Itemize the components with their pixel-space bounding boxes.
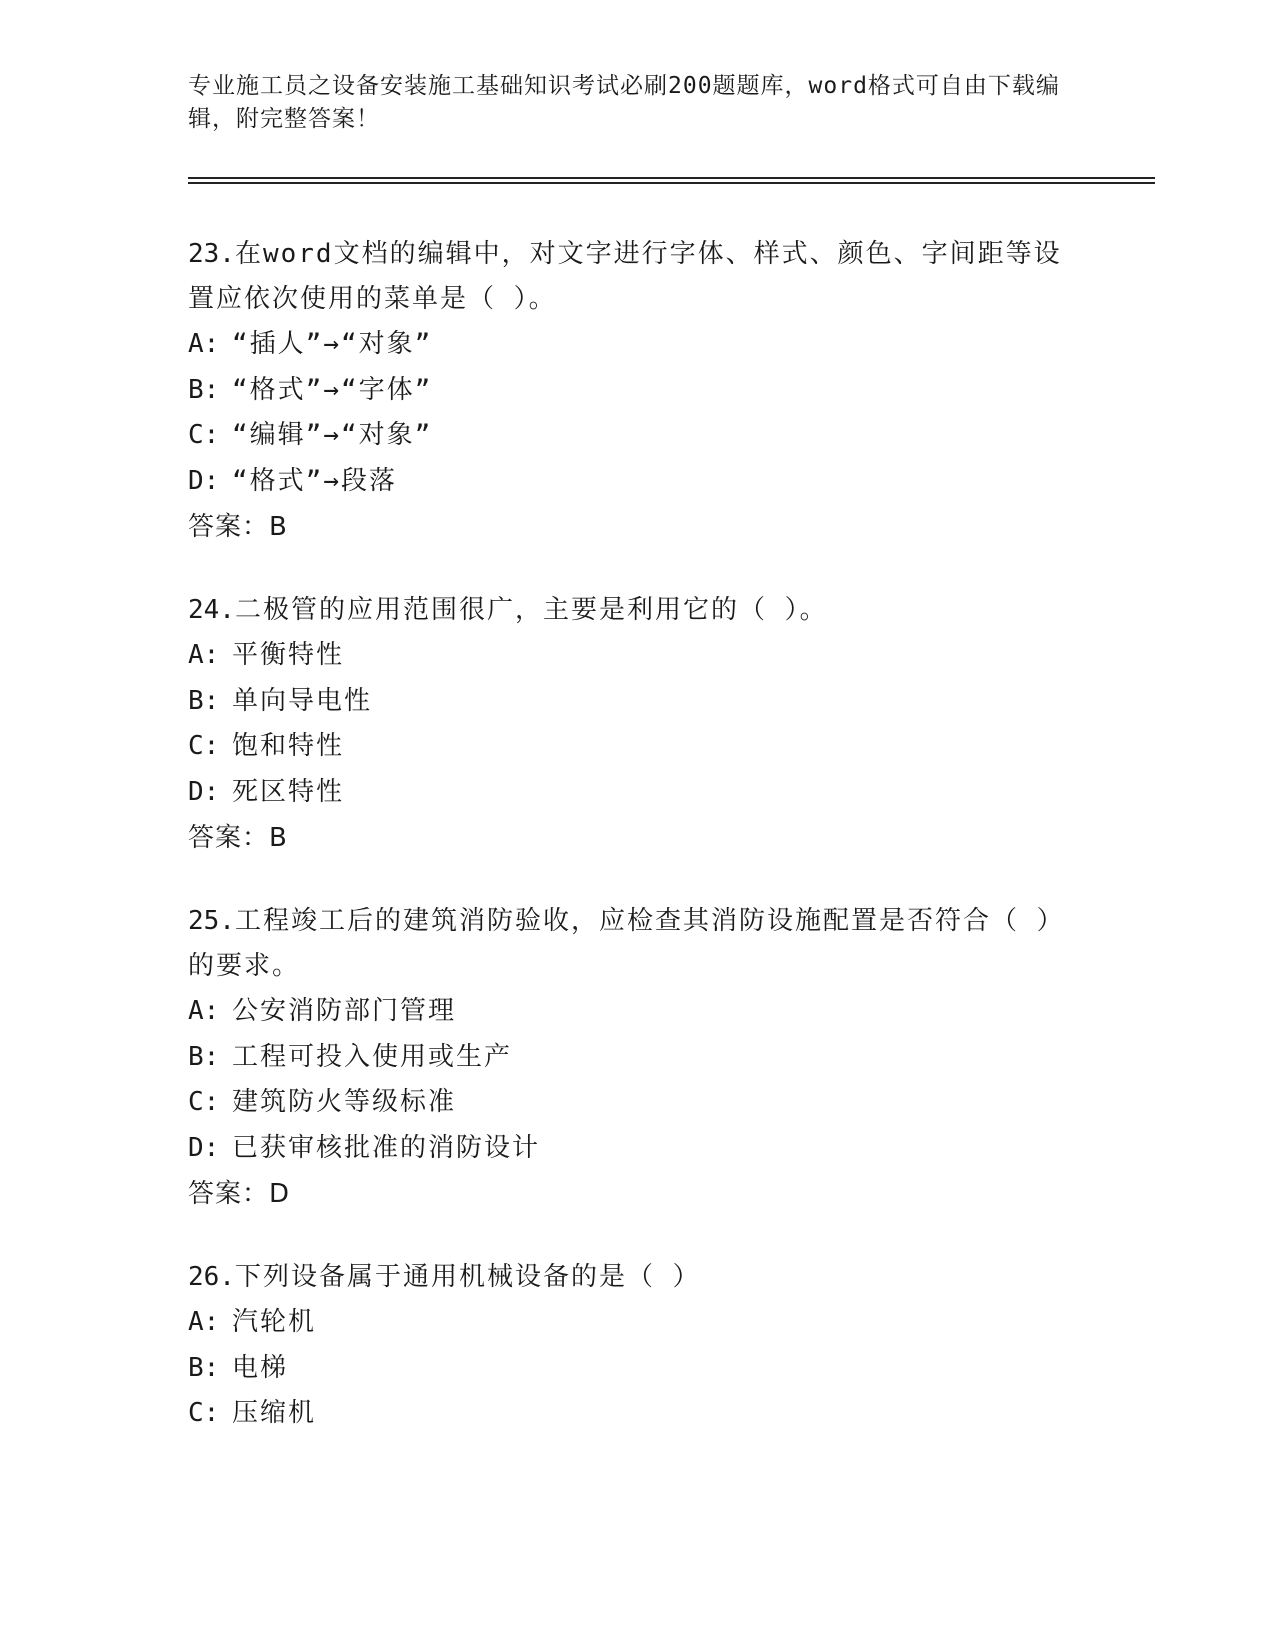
option-text: 电梯: [232, 1352, 289, 1383]
document-header: [188, 70, 1068, 136]
answer-line: 答案：B: [188, 512, 288, 542]
option-text: “编辑”→“对象”: [232, 420, 433, 450]
option-text: 汽轮机: [232, 1307, 317, 1337]
option-b: [188, 679, 1078, 725]
option-text: 压缩机: [232, 1398, 317, 1428]
question-25: [188, 899, 1078, 1217]
option-a: [188, 322, 1078, 368]
option-letter: B:: [188, 685, 220, 716]
option-text: 饱和特性: [232, 731, 345, 761]
question-number: 26.: [188, 1262, 235, 1292]
question-list: [188, 232, 1078, 1475]
option-d: [188, 1126, 1078, 1172]
answer-line: 答案：B: [188, 823, 288, 853]
option-letter: B:: [188, 1041, 220, 1072]
document-title: 专业施工员之设备安装施工基础知识考试必刷200题题库，word格式可自由下载编辑，附完整答案！: [188, 73, 1060, 132]
option-d: [188, 770, 1078, 816]
question-stem: [188, 1255, 1078, 1300]
question-text: 工程竣工后的建筑消防验收，应检查其消防设施配置是否符合（ ）的要求。: [188, 906, 1065, 981]
option-letter: D:: [188, 1132, 220, 1163]
option-text: 已获审核批准的消防设计: [232, 1132, 541, 1163]
option-d: [188, 459, 1078, 505]
option-c: [188, 1391, 1078, 1437]
answer-line: 答案：D: [188, 1179, 291, 1209]
option-c: [188, 724, 1078, 770]
option-letter: D:: [188, 465, 220, 496]
option-a: [188, 989, 1078, 1035]
question-number: 25.: [188, 906, 235, 936]
question-text: 二极管的应用范围很广，主要是利用它的（ ）。: [234, 595, 828, 625]
question-stem: [188, 232, 1078, 322]
question-number: 23.: [188, 239, 235, 269]
option-c: [188, 1080, 1078, 1126]
question-text: 在word文档的编辑中，对文字进行字体、样式、颜色、字间距等设置应依次使用的菜单是（ ）。: [188, 239, 1062, 314]
option-letter: C:: [188, 420, 220, 450]
question-23: [188, 232, 1078, 550]
option-letter: B:: [188, 1352, 220, 1383]
option-text: “插人”→“对象”: [232, 329, 433, 359]
option-b: [188, 368, 1078, 414]
option-letter: C:: [188, 1398, 220, 1428]
question-26: [188, 1255, 1078, 1437]
option-a: [188, 1300, 1078, 1346]
header-divider-bottom: [188, 182, 1155, 184]
option-letter: C:: [188, 1087, 220, 1117]
option-text: 建筑防火等级标准: [232, 1087, 457, 1117]
question-number: 24.: [188, 595, 235, 625]
option-a: [188, 633, 1078, 679]
option-text: 单向导电性: [232, 685, 373, 716]
option-letter: A:: [188, 329, 220, 359]
question-text: 下列设备属于通用机械设备的是（ ）: [234, 1262, 701, 1292]
option-letter: A:: [188, 996, 220, 1026]
option-text: 公安消防部门管理: [232, 996, 457, 1026]
option-letter: D:: [188, 776, 220, 807]
question-stem: [188, 588, 1078, 633]
option-text: 工程可投入使用或生产: [232, 1041, 513, 1072]
option-text: 平衡特性: [232, 640, 345, 670]
header-divider-top: [188, 177, 1155, 179]
option-c: [188, 413, 1078, 459]
question-stem: [188, 899, 1078, 989]
option-text: “格式”→段落: [232, 465, 397, 496]
option-letter: A:: [188, 640, 220, 670]
option-b: [188, 1035, 1078, 1081]
option-text: 死区特性: [232, 776, 345, 807]
option-letter: B:: [188, 374, 220, 405]
option-letter: A:: [188, 1307, 220, 1337]
question-24: [188, 588, 1078, 861]
option-b: [188, 1346, 1078, 1392]
option-letter: C:: [188, 731, 220, 761]
option-text: “格式”→“字体”: [232, 374, 433, 405]
